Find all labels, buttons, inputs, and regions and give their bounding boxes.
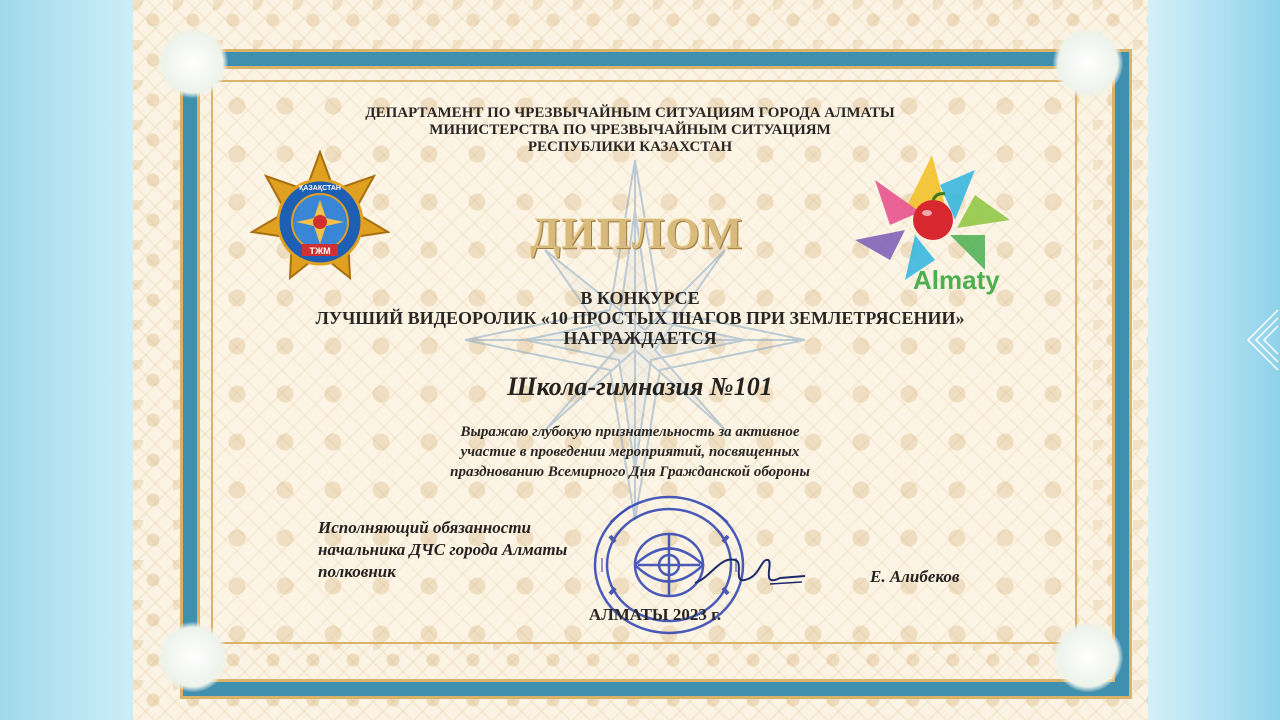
gratitude-line: участие в проведении мероприятий, посвященных (460, 444, 800, 460)
city-logo-text: Almaty (913, 265, 1000, 295)
contest-block (215, 288, 1065, 348)
emblem-icon (250, 150, 390, 290)
department-line: ДЕПАРТАМЕНТ ПО ЧРЕЗВЫЧАЙНЫМ СИТУАЦИЯМ ГОРОДА АЛМАТЫ (365, 105, 895, 121)
place-year: АЛМАТЫ 2023 г. (588, 605, 722, 624)
department-line: МИНИСТЕРСТВА ПО ЧРЕЗВЫЧАЙНЫМ СИТУАЦИЯМ (429, 122, 831, 138)
gratitude-line: Выражаю глубокую признательность за активное (460, 424, 800, 440)
contest-line: НАГРАЖДАЕТСЯ (563, 328, 717, 348)
svg-text:ТЖМ: ТЖМ (309, 246, 331, 256)
signatory-line: Исполняющий обязанности (318, 518, 531, 537)
diploma-title: ДИПЛОМ (530, 209, 744, 258)
signatory-line: полковник (318, 562, 396, 581)
corner-ornament (158, 28, 228, 98)
signatory-line: начальника ДЧС города Алматы (318, 540, 568, 559)
recipient-name: Школа-гимназия №101 (507, 372, 773, 401)
signer-name: Е. Алибеков (870, 567, 960, 586)
signatory-block (318, 517, 567, 583)
svg-text:ҚАЗАҚСТАН: ҚАЗАҚСТАН (299, 185, 341, 192)
contest-line: ЛУЧШИЙ ВИДЕОРОЛИК «10 ПРОСТЫХ ШАГОВ ПРИ ЗЕМЛЕТРЯСЕНИИ» (315, 308, 965, 328)
gratitude-text (390, 422, 870, 482)
slide-background-left (0, 0, 135, 720)
chevron-icon (1240, 300, 1280, 390)
corner-ornament (158, 622, 228, 692)
contest-line: В КОНКУРСЕ (580, 288, 700, 308)
signature-icon (690, 548, 810, 598)
department-line: РЕСПУБЛИКИ КАЗАХСТАН (527, 139, 733, 155)
department-header (300, 105, 960, 156)
corner-ornament (1053, 28, 1123, 98)
corner-ornament (1053, 622, 1123, 692)
gratitude-line: празднованию Всемирного Дня Гражданской обороны (450, 464, 810, 480)
